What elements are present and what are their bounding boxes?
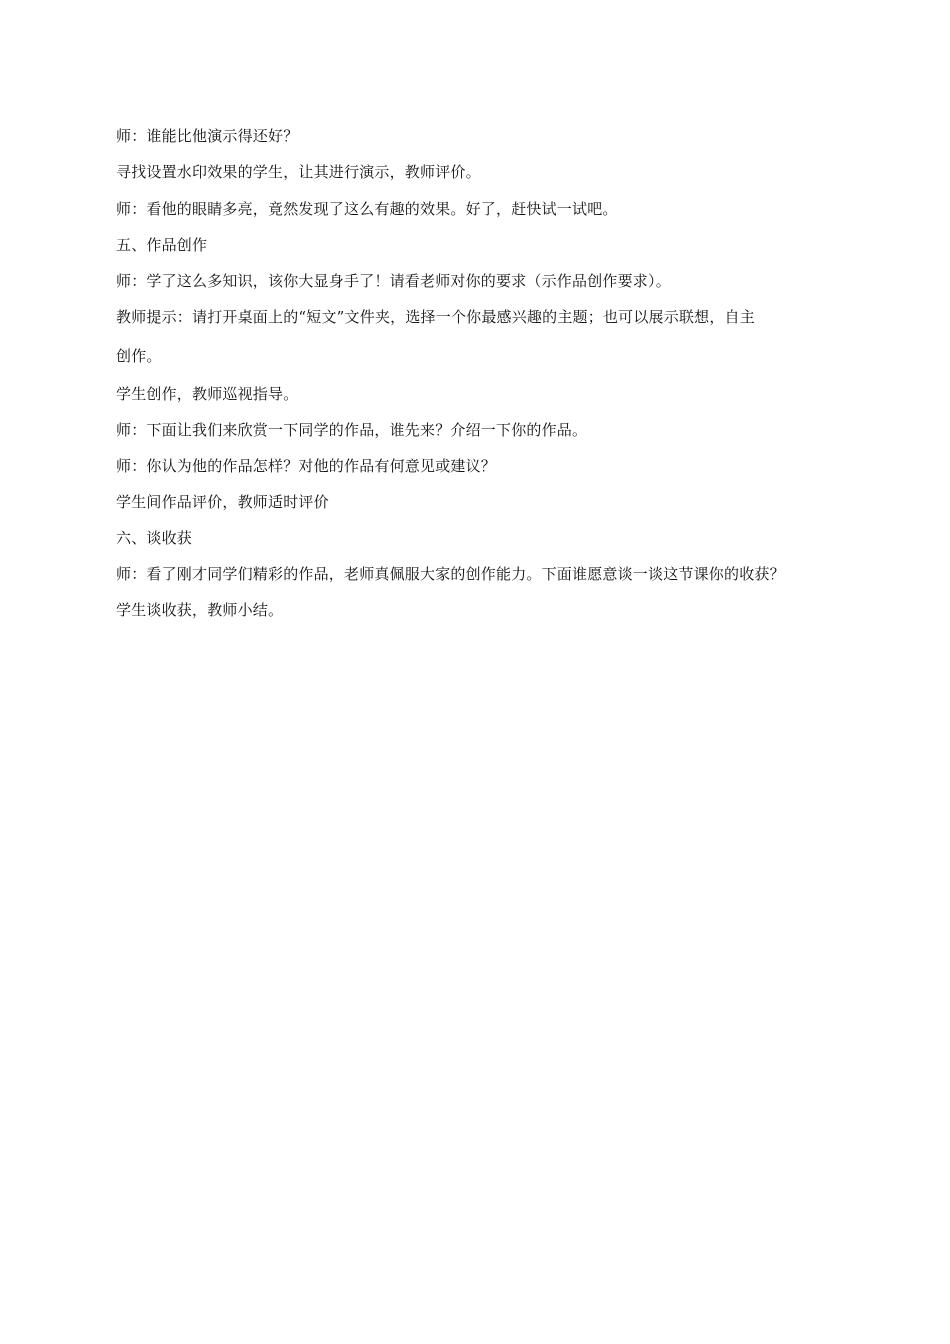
paragraph-harvest-question: 师：看了刚才同学们精彩的作品，老师真佩服大家的创作能力。下面谁愿意谈一谈这节课你的收获？ — [116, 565, 785, 583]
paragraph-teacher-hint-continued: 创作。 — [116, 347, 162, 365]
paragraph-teacher-praise: 师：看他的眼睛多亮，竟然发现了这么有趣的效果。好了，赶快试一试吧。 — [116, 200, 618, 218]
paragraph-peer-evaluation: 学生间作品评价，教师适时评价 — [116, 493, 329, 511]
paragraph-teacher-question: 师：谁能比他演示得还好？ — [116, 127, 299, 145]
paragraph-opinion-question: 师：你认为他的作品怎样？对他的作品有何意见或建议？ — [116, 457, 497, 475]
paragraph-student-creation: 学生创作，教师巡视指导。 — [116, 385, 299, 403]
paragraph-summary: 学生谈收获，教师小结。 — [116, 601, 284, 619]
section-heading-creation: 五、作品创作 — [116, 236, 208, 254]
paragraph-creation-requirements: 师：学了这么多知识，该你大显身手了！请看老师对你的要求（示作品创作要求）。 — [116, 272, 671, 290]
section-heading-harvest: 六、谈收获 — [116, 529, 193, 547]
paragraph-watermark-demo: 寻找设置水印效果的学生，让其进行演示，教师评价。 — [116, 163, 481, 181]
paragraph-teacher-hint: 教师提示：请打开桌面上的“短文”文件夹，选择一个你最感兴趣的主题；也可以展示联想，自主 — [116, 308, 755, 326]
paragraph-appreciate-works: 师：下面让我们来欣赏一下同学的作品，谁先来？介绍一下你的作品。 — [116, 421, 588, 439]
